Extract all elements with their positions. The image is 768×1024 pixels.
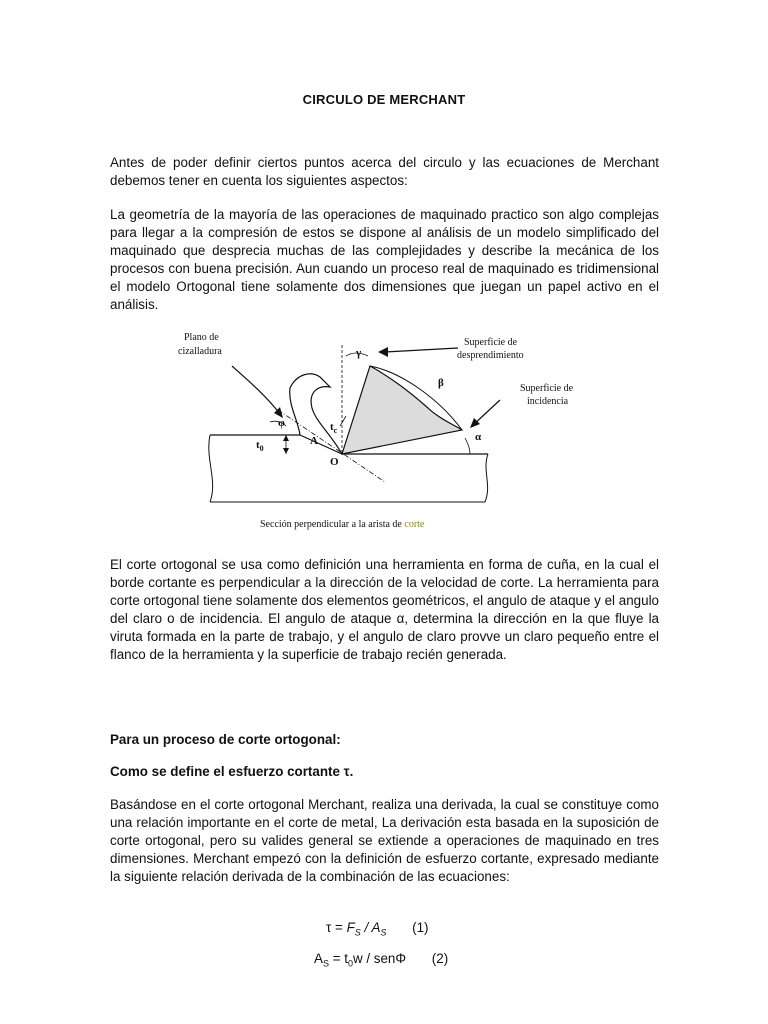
- label-plano-line2: cizalladura: [178, 346, 222, 357]
- label-desprendimiento-line2: desprendimiento: [457, 350, 524, 361]
- symbol-t0: $t_0$: [256, 439, 264, 453]
- equation-1-number: (1): [412, 920, 429, 935]
- symbol-beta: β: [438, 377, 444, 389]
- merchant-paragraph: Basándose en el corte ortogonal Merchant, realiza una derivada, la cual se constituye como una relación importante en el corte de metal, La derivación esta basada en la suposición de corte ortogonal, pero su valides general se extiende a operaciones de maquinado en tres dimensiones. Merchant empezó con la definición de esfuerzo cortante, expresado mediante la siguiente relación derivada de la combinación de las ecuaciones:: [110, 797, 659, 885]
- symbol-gamma: γ: [356, 347, 362, 359]
- geometry-paragraph: La geometría de la mayoría de las operaciones de maquinado practico son algo complejas para llegar a la compresión de estos se dispone al análisis de un modelo simplificado del maquinado que desprecia muchas de las complejidades y describe la mecánica de los procesos con buena precisión. Aun cuando un proceso real de maquinado es tridimensional el modelo Ortogonal tiene solamente dos dimensiones que juegan un papel activo en el análisis.: [110, 207, 659, 313]
- symbol-tc: $t_c$: [330, 421, 338, 435]
- label-incidencia-line1: Superficie de: [520, 383, 574, 394]
- equation-2: $A_S = t_0w / sen\Phi$ (2): [314, 951, 449, 969]
- symbol-A: A: [310, 435, 318, 447]
- section-heading-proceso: Para un proceso de corte ortogonal:: [110, 732, 341, 747]
- label-incidencia-line2: incidencia: [527, 396, 569, 407]
- intro-paragraph: Antes de poder definir ciertos puntos acerca del circulo y las ecuaciones de Merchant debemos tener en cuenta los siguientes aspectos:: [110, 155, 659, 189]
- symbol-O: O: [330, 456, 339, 468]
- equation-2-number: (2): [431, 951, 449, 966]
- symbol-phi: φ: [278, 417, 285, 429]
- label-plano-line1: Plano de: [184, 332, 219, 343]
- section-heading-esfuerzo: Como se define el esfuerzo cortante τ.: [110, 764, 354, 779]
- symbol-alpha: α: [475, 431, 482, 443]
- orthogonal-cut-diagram: [170, 330, 600, 535]
- caption-highlight: corte: [404, 519, 425, 530]
- orthogonal-cut-figure: [170, 330, 600, 535]
- label-desprendimiento-line1: Superficie de: [464, 337, 518, 348]
- figure-caption: Sección perpendicular a la arista de corte: [260, 519, 425, 530]
- equation-1: $\tau = F_S / A_S$ (1): [326, 920, 429, 938]
- orthogonal-paragraph: El corte ortogonal se usa como definición una herramienta en forma de cuña, en la cual el borde cortante es perpendicular a la dirección de la velocidad de corte. La herramienta para corte ortogonal tiene solamente dos elementos geométricos, el angulo de ataque y el angulo del claro o de incidencia. El angulo de ataque α, determina la dirección en la que fluye la viruta formada en la parte de trabajo, y el angulo de claro provve un claro pequeño entre el flanco de la herramienta y la superficie de trabajo recién generada.: [110, 557, 659, 663]
- tool-wedge: [342, 366, 462, 454]
- page-title: CIRCULO DE MERCHANT: [302, 92, 466, 107]
